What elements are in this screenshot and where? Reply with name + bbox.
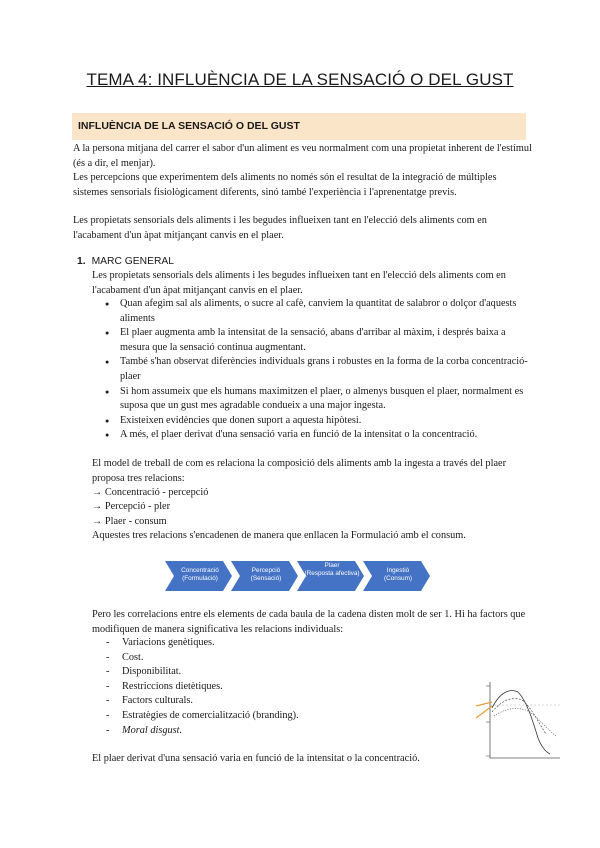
bullet-item: ● Quan afegim sal als aliments, o sucre al cafè, canviem la quantitat de salabror o dolçor d'aquests aliments: [92, 297, 532, 326]
flow-diagram: [165, 561, 430, 591]
factor-list: [92, 636, 452, 738]
factor-item: - Restriccions dietètiques.: [92, 680, 452, 695]
flow-step-2-sub: (Sensació): [250, 575, 282, 582]
intro-paragraph-2: Les percepcions que experimentem dels aliments no només són el resultat de la integració de múltiples sistemes sensorials fisiològicament diferents, sinó també l'experiència i l'aprenentatge previs.: [73, 172, 497, 198]
bullet-item: ● El plaer augmenta amb la intensitat de la sensació, abans d'arribar al màxim, i després baixa a mesura que la sensació continua augmentant.: [92, 326, 532, 355]
flow-step-3-title: Plaer: [324, 562, 340, 569]
factor-item: - Factors culturals.: [92, 694, 452, 709]
relation-3: → Plaer - consum: [92, 516, 167, 527]
flow-step-2: [238, 567, 294, 583]
section-heading: INFLUÈNCIA DE LA SENSACIÓ O DEL GUST: [78, 120, 300, 132]
flow-step-4: [370, 567, 426, 583]
section-intro: Les propietats sensorials dels aliments i les begudes influeixen tant en l'elecció dels aliments com en l'acabament d'un àpat mitjançant canvis en el plaer.: [92, 270, 506, 296]
flow-step-4-sub: (Consum): [383, 575, 413, 582]
relation-2: → Percepció - pler: [92, 501, 171, 512]
section-number: 1.: [77, 256, 86, 267]
flow-step-1: [172, 567, 228, 583]
flow-step-1-sub: (Formulació): [182, 575, 218, 582]
page-title: TEMA 4: INFLUÈNCIA DE LA SENSACIÓ O DEL GUST: [86, 70, 514, 89]
intro-paragraph-1: A la persona mitjana del carrer el sabor d'un aliment es veu normalment com una propietat inherent de l'estímul (és a dir, el menjar).: [73, 143, 532, 169]
factor-item: - Cost.: [92, 651, 452, 666]
factor-item: - Variacions genètiques.: [92, 636, 452, 651]
flow-step-3: [304, 562, 360, 578]
section-1-heading: [77, 256, 174, 267]
bullet-list: [92, 297, 532, 443]
bullet-item: ● A més, el plaer derivat d'una sensació varia en funció de la intensitat o la concentració.: [92, 428, 532, 443]
model-paragraph: El model de treball de com es relaciona la composició dels aliments amb la ingesta a través del plaer proposa tres relacions:: [92, 458, 507, 484]
flow-step-4-title: Ingestió: [386, 567, 410, 574]
relation-1: → Concentració - percepció: [92, 487, 209, 498]
flow-step-3-sub: (Resposta afectiva): [304, 570, 360, 577]
bullet-item: ● Si hom assumeix que els humans maximitzen el plaer, o almenys busquen el plaer, normalment es suposa que un gust mes agradable condueix a una major ingesta.: [92, 385, 532, 414]
closing-paragraph: El plaer derivat d'una sensació varia en funció de la intensitat o la concentració.: [92, 753, 420, 764]
section-title: MARC GENERAL: [91, 256, 174, 267]
section-heading-box: [72, 113, 526, 140]
relations-summary: Aquestes tres relacions s'encadenen de manera que enllacen la Formulació amb el consum.: [92, 530, 466, 541]
flow-step-1-title: Concentració: [181, 567, 219, 574]
factor-item: - Estratègies de comercialització (branding).: [92, 709, 452, 724]
flow-step-2-title: Percepció: [251, 567, 281, 574]
intro-paragraph-3: Les propietats sensorials dels aliments i les begudes influeixen tant en l'elecció dels aliments com en l'acabament d'un àpat mitjançant canvis en el plaer.: [73, 215, 487, 241]
correlation-paragraph: Pero les correlacions entre els elements de cada baula de la cadena disten molt de ser 1. Hi ha factors que modifiquen de manera significativa les relacions individuals:: [92, 609, 526, 635]
factor-item: - Disponibilitat.: [92, 665, 452, 680]
bullet-item: ● Existeixen evidències que donen suport a aquesta hipòtesi.: [92, 414, 532, 429]
factor-item: - Moral disgust.: [92, 724, 452, 739]
bullet-item: ● També s'han observat diferències individuals grans i robustes en la forma de la corba concentració-plaer: [92, 355, 532, 384]
